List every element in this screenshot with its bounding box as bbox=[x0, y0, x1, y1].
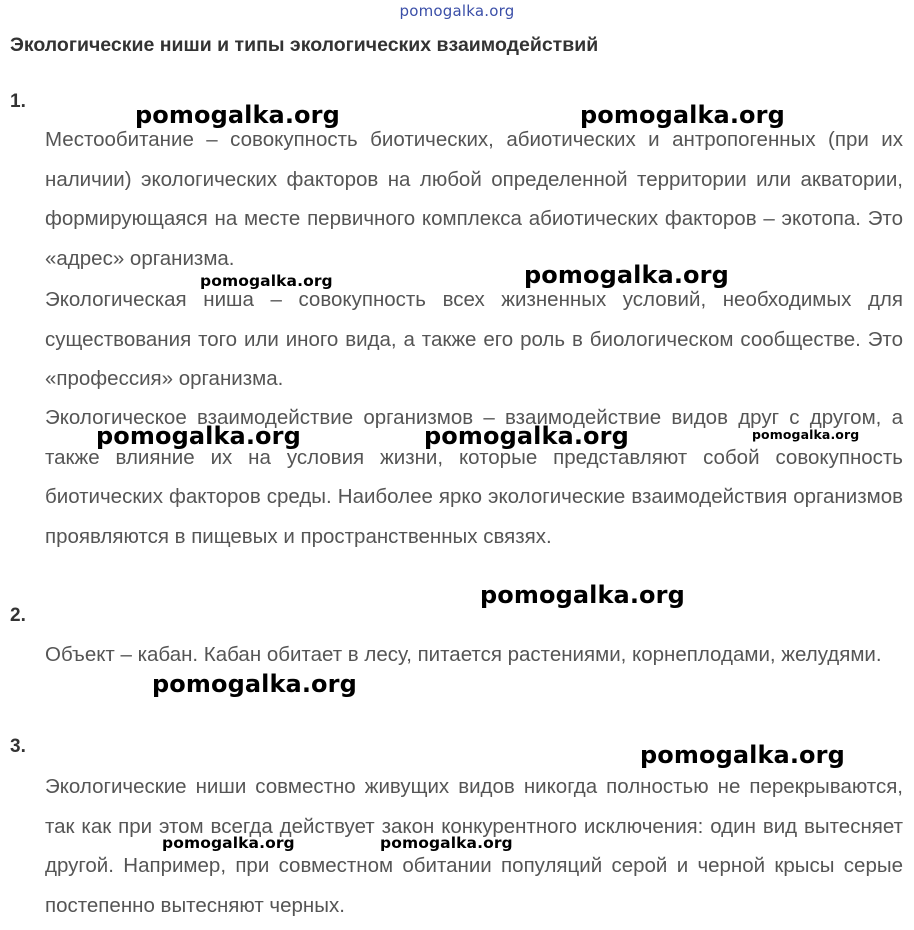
paragraph-ecological-niche: Экологическая ниша – совокупность всех жизненных условий, необходимых для существования того или иного вида, а также его роль в биологическом сообществе. Это «профессия» организма. bbox=[45, 288, 903, 390]
watermark: pomogalka.org bbox=[162, 834, 295, 852]
watermark: pomogalka.org bbox=[480, 581, 685, 609]
paragraph-habitat: Местообитание – совокупность биотических, абиотических и антропогенных (при их наличии) экологических факторов на любой определенной территории или акватории, формирующаяся на месте первичного комплекса абиотических факторов – экотопа. Это «адрес» организма. bbox=[45, 128, 903, 270]
watermark: pomogalka.org bbox=[200, 272, 333, 290]
page-title: Экологические ниши и типы экологических взаимодействий bbox=[10, 34, 599, 56]
section-number-1: 1. bbox=[10, 91, 26, 112]
site-watermark: pomogalka.org bbox=[399, 2, 515, 20]
section-number-2: 2. bbox=[10, 605, 26, 626]
paragraph-ecological-interaction: Экологическое взаимодействие организмов – взаимодействие видов друг с другом, а также влияние их на условия жизни, которые представляют собой совокупность биотических факторов среды. Наиболее ярко экологические взаимодействия организмов проявляются в пищевых и пространственных связях. bbox=[45, 406, 903, 548]
paragraph-boar: Объект – кабан. Кабан обитает в лесу, питается растениями, корнеплодами, желудями. bbox=[45, 643, 882, 666]
watermark: pomogalka.org bbox=[580, 101, 785, 129]
watermark: pomogalka.org bbox=[424, 422, 629, 450]
watermark: pomogalka.org bbox=[640, 741, 845, 769]
watermark: pomogalka.org bbox=[135, 101, 340, 129]
watermark: pomogalka.org bbox=[752, 427, 860, 442]
watermark: pomogalka.org bbox=[524, 261, 729, 289]
watermark: pomogalka.org bbox=[380, 834, 513, 852]
watermark: pomogalka.org bbox=[152, 670, 357, 698]
section-number-3: 3. bbox=[10, 736, 26, 757]
watermark: pomogalka.org bbox=[96, 422, 301, 450]
paragraph-competitive-exclusion: Экологические ниши совместно живущих видов никогда полностью не перекрываются, так как при этом всегда действует закон конкурентного исключения: один вид вытесняет другой. Например, при совместном обитании популяций серой и черной крысы серые постепенно вытесняют черных. bbox=[45, 775, 903, 917]
